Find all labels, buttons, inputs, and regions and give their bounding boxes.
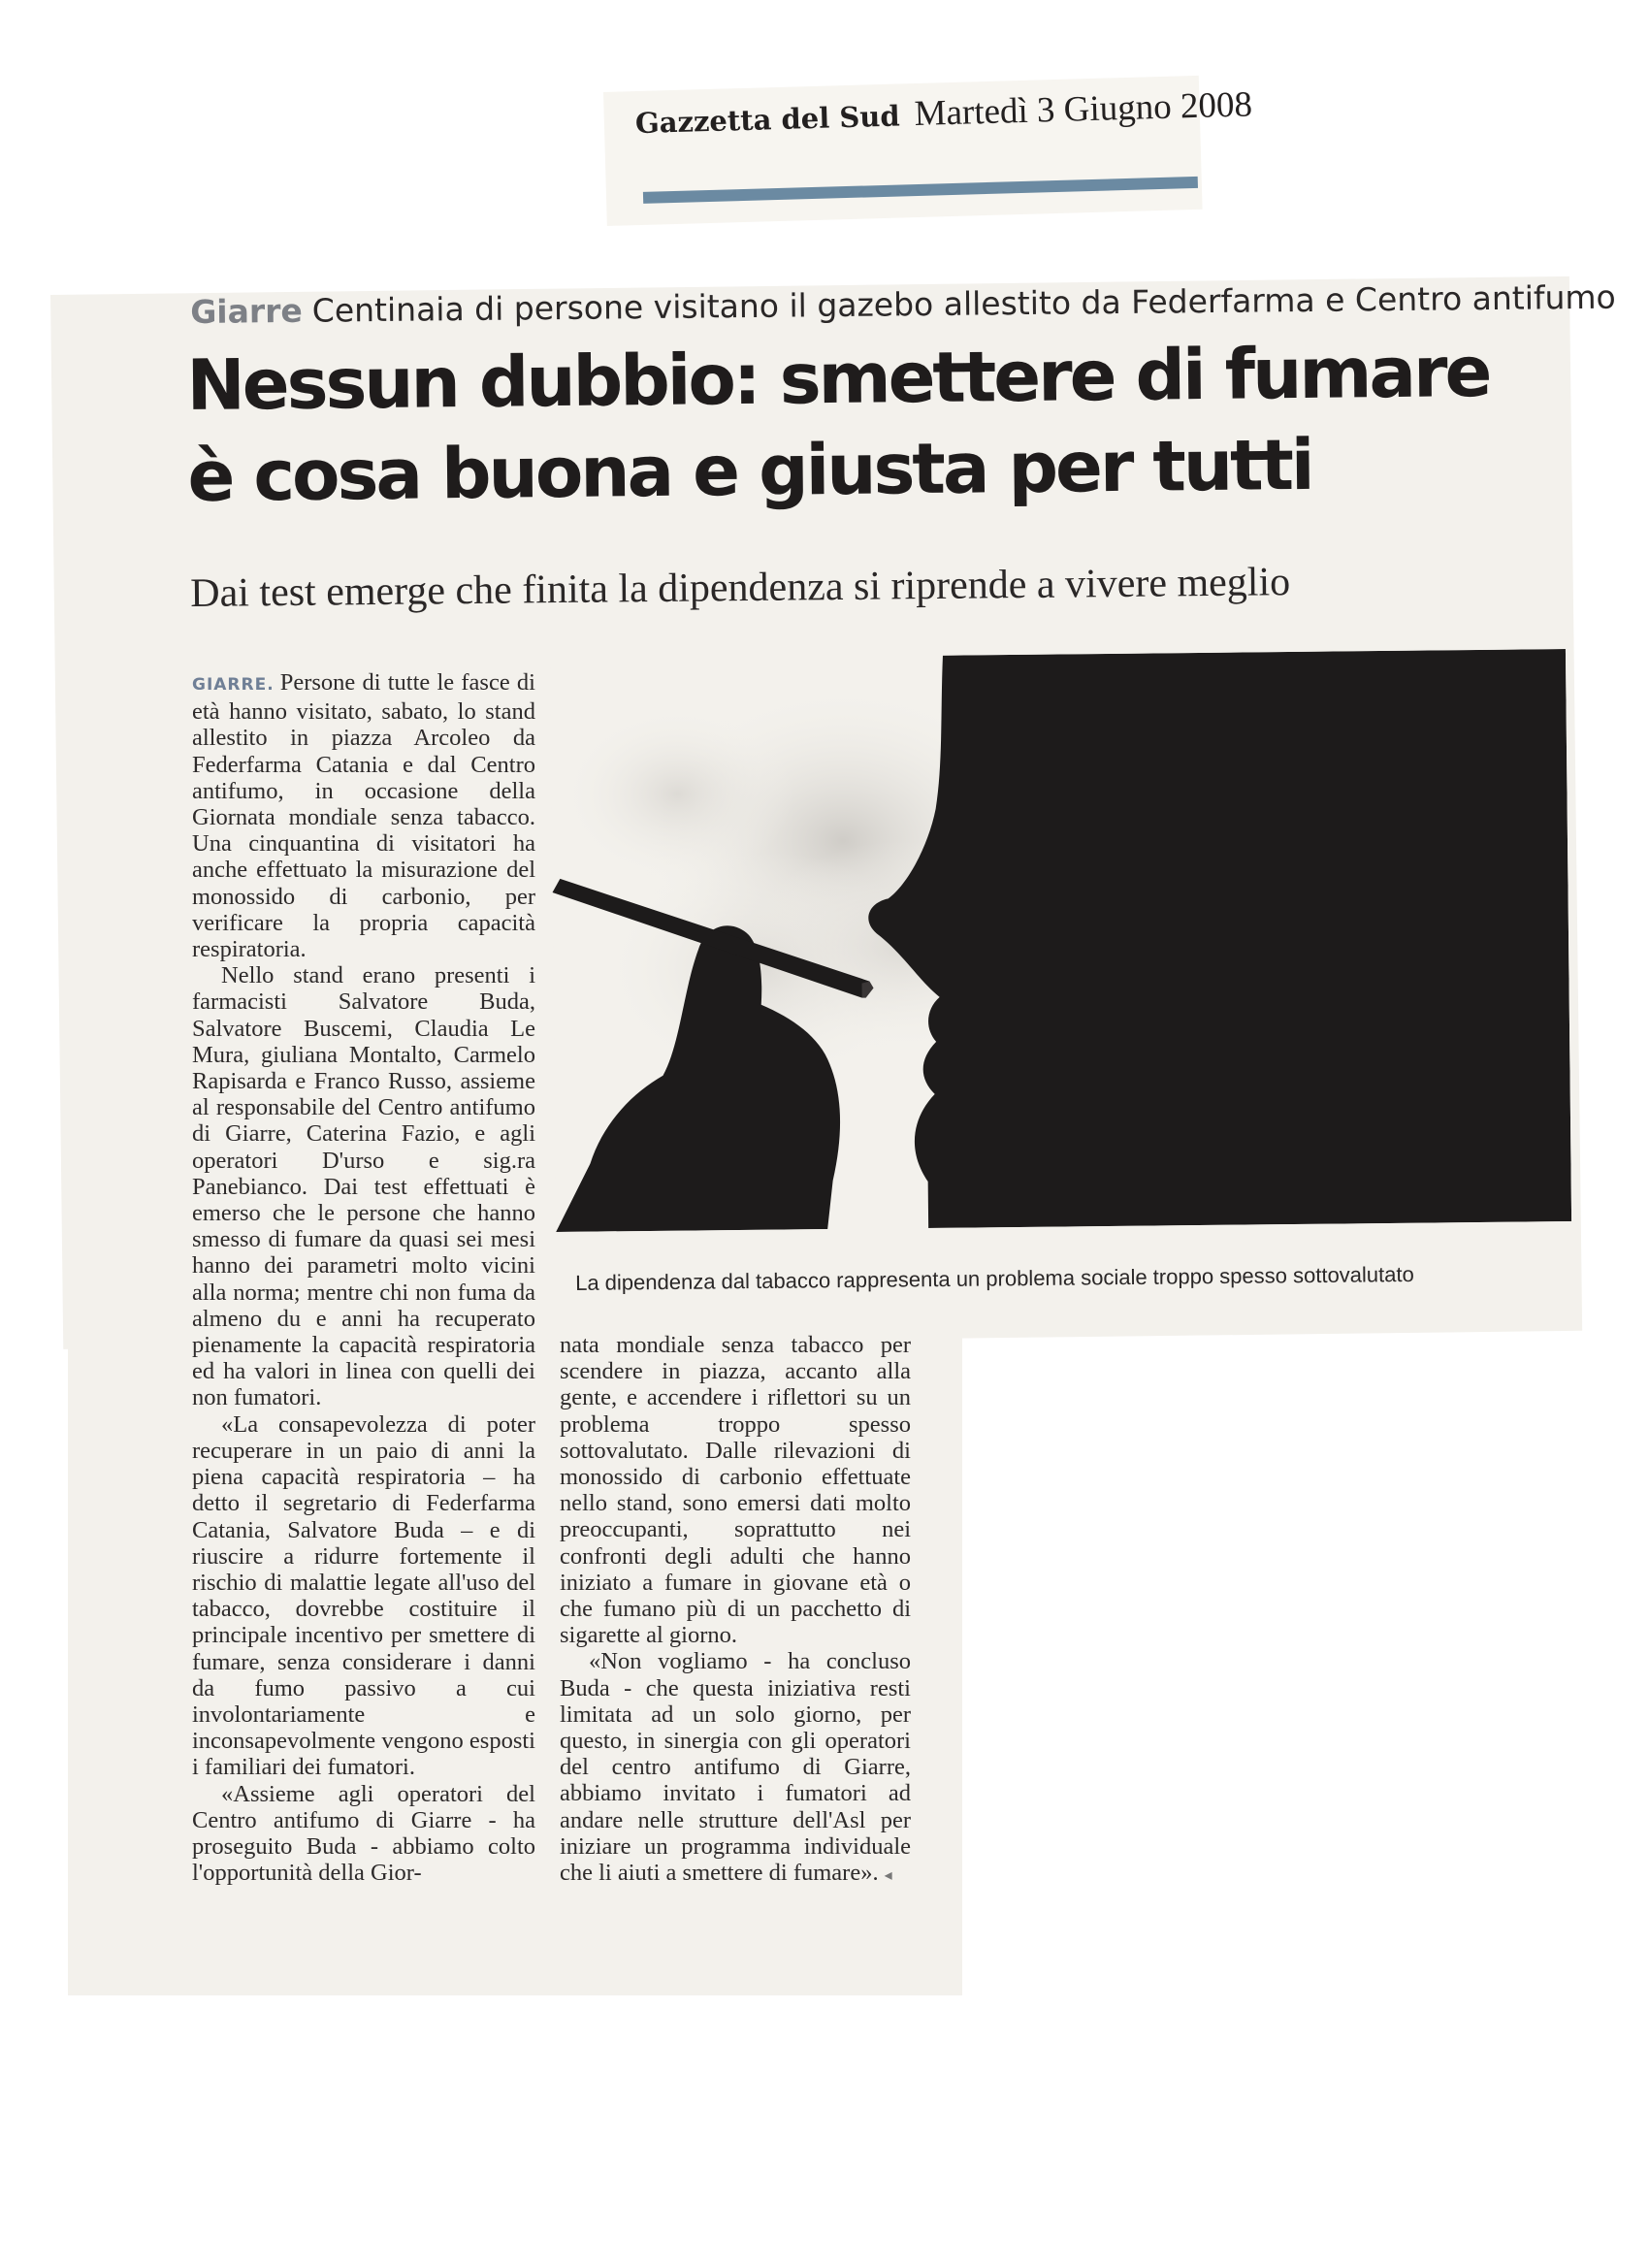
end-of-article-icon: ◂ (884, 1867, 892, 1885)
smoker-silhouette-image (550, 649, 1571, 1232)
masthead-rule (643, 177, 1198, 204)
paragraph-1 (192, 669, 535, 962)
article-subhead: Dai test emerge che finita la dipendenza si riprende a vivere meglio (190, 560, 1291, 616)
kicker-place: Giarre (190, 291, 304, 331)
article-headline (186, 326, 1491, 522)
headline-line-1: Nessun dubbio: smettere di fumare (186, 330, 1490, 426)
masthead-line (634, 83, 1252, 143)
issue-date: Martedì 3 Giugno 2008 (914, 84, 1253, 135)
paragraph-2: Nello stand erano presenti i farmacisti Salvatore Buda, Salvatore Buscemi, Claudia Le Mura, giuliana Montalto, Carmelo Rapisarda e Franco Russo, assieme al responsabile del Centro antifumo di Giarre, Caterina Fazio, e agli operatori D'urso e sig.ra Panebianco. Dai test effettuati è emerso che le persone che hanno smesso di fumare da quasi sei mesi hanno dei parametri molto vicini alla norma; mentre chi non fuma da almeno du e anni ha recuperato pienamente la capacità respiratoria ed ha valori in linea con quelli dei non fumatori. (192, 962, 535, 1411)
masthead-clipping (603, 76, 1253, 226)
article-clipping (50, 277, 1616, 2002)
paragraph-6 (560, 1648, 911, 1889)
kicker-text: Centinaia di persone visitano il gazebo allestito da Federfarma e Centro antifumo (311, 277, 1616, 330)
dateline: GIARRE. (192, 675, 275, 695)
paragraph-3: «La consapevolezza di poter recuperare in un paio di anni la piena capacità respiratoria – ha detto il segretario di Federfarma Catania, Salvatore Buda – e di riuscire a ridurre fortemente il rischio di malattie legate all'uso del tabacco, dovrebbe costituire il principale incentivo per smettere di fumare, senza considerare i danni da fumo passivo a cui involontariamente e inconsapevolmente vengono esposti i familiari dei fumatori. (192, 1410, 535, 1781)
paragraph-1-text: Persone di tutte le fasce di età hanno visitato, sabato, lo stand allestito in piazza Arcoleo da Federfarma Catania e dal Centro antifumo, in occasione della Giornata mondiale senza tabacco. Una cinquantina di visitatori ha anche effettuato la misurazione del monossido di carbonio, per verificare la propria capacità respiratoria. (192, 669, 535, 963)
article-column-1 (192, 669, 535, 1886)
paragraph-4: «Assieme agli operatori del Centro antifumo di Giarre - ha proseguito Buda - abbiamo colto l'opportunità della Gior- (192, 1780, 535, 1887)
article-column-2 (560, 1332, 911, 1889)
headline-line-2: è cosa buona e giusta per tutti (187, 423, 1313, 517)
newspaper-name: Gazzetta del Sud (634, 99, 901, 141)
paragraph-5: nata mondiale senza tabacco per scendere in piazza, accanto alla gente, e accendere i riflettori su un problema troppo spesso sottovalutato. Dalle rilevazioni di monossido di carbonio effettuate nello stand, sono emersi dati molto preoccupanti, soprattutto nei confronti degli adulti che hanno iniziato a fumare in giovane età o che fumano più di un pacchetto di sigarette al giorno. (560, 1332, 911, 1649)
photo-caption: La dipendenza dal tabacco rappresenta un problema sociale troppo spesso sottovalutato (575, 1261, 1414, 1295)
paragraph-6-text: «Non vogliamo - ha concluso Buda - che questa iniziativa resti limitata ad un solo giorno, per questo, in sinergia con gli operatori del centro antifumo di Giarre, abbiamo invitato i fumatori ad andare nelle strutture dell'Asl per iniziare un programma individuale che li aiuti a smettere di fumare». (560, 1648, 911, 1887)
article-photo (550, 649, 1571, 1232)
